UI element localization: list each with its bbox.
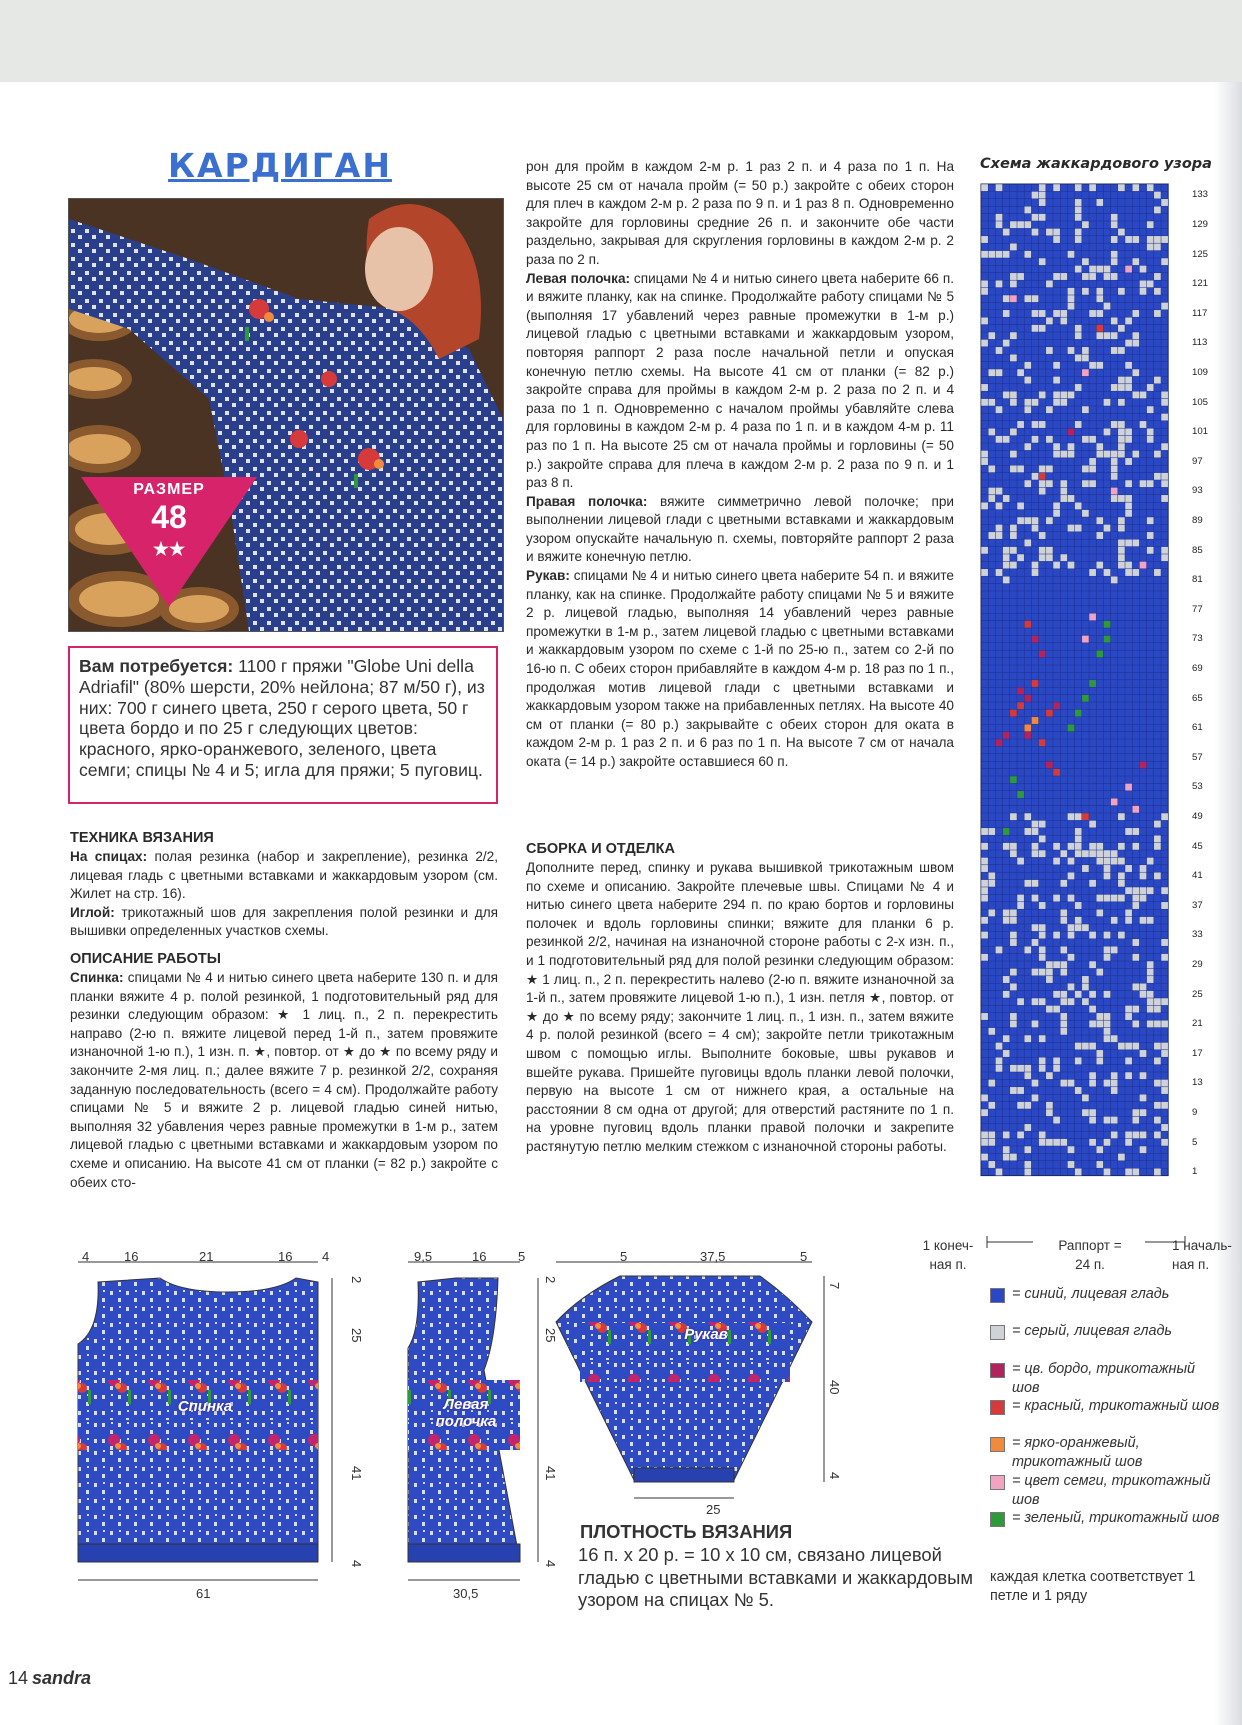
row-number: 1 [1192,1166,1198,1178]
chart-title: Схема жаккардового узора [980,156,1212,172]
row-number: 29 [1192,959,1203,970]
row-number: 33 [1192,929,1203,941]
sleeve-dim-right: 7 [827,1282,842,1290]
row-number: 41 [1192,870,1203,882]
right-front-label: Правая полочка: [526,493,648,509]
back-dim-top: 21 [199,1249,214,1264]
row-number: 77 [1192,603,1203,615]
legend-text: = зеленый, трикотажный шов [1012,1510,1220,1526]
front-dim-right: 2 [543,1276,558,1284]
right-front-instructions [526,493,954,567]
instructions-column [526,158,954,772]
back-dim-top: 16 [278,1249,293,1264]
row-number: 129 [1192,219,1209,230]
front-dim-right: 4 [543,1560,558,1568]
row-number: 13 [1192,1077,1203,1089]
row-number: 93 [1192,485,1203,497]
legend-text: = ярко-оранжевый, трикотажный шов [1012,1435,1143,1470]
row-number: 97 [1192,455,1203,467]
legend-text: = цвет семги, трикотажный шов [1012,1473,1211,1508]
row-number: 121 [1192,278,1209,290]
row-number: 57 [1192,751,1203,763]
technique-heading: ТЕХНИКА ВЯЗАНИЯ [70,830,214,846]
legend-text: = серый, лицевая гладь [1012,1323,1173,1339]
scan-top-band [0,0,1242,82]
back-dim-top: 4 [82,1249,90,1264]
size-badge-label: РАЗМЕР [133,481,205,498]
sleeve-dim-top: 5 [620,1249,628,1264]
chart-note: каждая клетка соответствует 1 петле и 1 ряду [990,1569,1196,1604]
page-footer [8,1668,91,1689]
cardigan-photo [68,198,504,632]
row-number: 69 [1192,663,1203,674]
legend-text: = синий, лицевая гладь [1012,1286,1170,1302]
back-dim-right: 41 [349,1466,364,1481]
sleeve-label: Рукав [684,1326,728,1343]
back-text: спицами № 4 и нитью синего цвета наберите 130 п. и для планки вяжите 4 р. полой резинкой, 1 подготовительный ряд для резинки следующим образом: ★ 1 лиц. п., 2 п. перекрестить направо (2-ю п. вяжите лицевой перед 1-й п., затем провяжите изнаночной 1-ю п.), 1 изн. п. ★, повтор. от ★ до ★ по всему ряду и закончите 2-мя лиц. п.; далее вяжите 7 р. резинкой 2/2, сохраняя заданную последовательность (всего = 4 см). Продолжайте работу спицами № 5 и вяжите 2 р. лицевой гладью синей нитью, выполняя 32 убавления через равные промежутки в 1-м р., затем лицевой гладью с цветными вставками и жаккардовым узором по схеме и описанию. На высоте 41 см от планки (= 82 р.) закройте с обеих сто- [70,969,498,1190]
row-number: 21 [1192,1018,1203,1030]
row-number: 105 [1192,396,1209,408]
needle-text: трикотажный шов для закрепления полой резинки и для вышивки определенных участков схемы. [70,904,498,939]
back-label: Спинка: [70,969,124,985]
legend-text: = цв. бордо, трикотажный шов [1012,1361,1196,1396]
row-number: 37 [1192,899,1203,911]
front-dim-right: 41 [543,1466,558,1481]
legend-swatch [990,1475,1005,1490]
row-number: 101 [1192,426,1209,438]
row-number: 65 [1192,692,1203,704]
density-text: 16 п. х 20 р. = 10 х 10 см, связано лицевой гладью с цветными вставками и жаккардовым узором на спицах № 5. [578,1544,974,1610]
row-number: 109 [1192,367,1209,378]
legend-swatch [990,1512,1005,1527]
technique-needle [70,904,498,941]
page-title: КАРДИГАН [168,146,392,185]
left-front-instructions [526,270,954,493]
materials-box [68,646,498,804]
row-number: 49 [1192,811,1203,822]
back-dim-right: 2 [349,1276,364,1284]
repeat-label: Раппорт = 24 п. [1058,1238,1122,1272]
size-badge-stars: ★★ [152,539,186,559]
technique-needles [70,848,498,904]
row-number: 73 [1192,633,1203,645]
back-continued: рон для пройм в каждом 2-м р. 1 раз 2 п. и 4 раза по 1 п. На высоте 25 см от начала пройм (= 50 р.) закройте с обеих сторон для плеч в каждом 2-м р. 2 раза по 9 п. и 1 раз 8 п. Одновременно закройте для горловины средние 26 п. и закончите обе части раздельно, закрывая для скругления горловины в каждом 2-м р. 2 раза по 2 п. [526,159,954,267]
sleeve-label: Рукав: [526,568,570,584]
row-number: 61 [1192,722,1203,734]
back-label: Спинка [177,1398,233,1415]
row-number: 133 [1192,189,1209,201]
legend-swatch [990,1400,1005,1415]
row-number: 125 [1192,248,1209,260]
back-dim-right: 4 [349,1560,364,1568]
assembly-text: Дополните перед, спинку и рукава вышивкой трикотажным швом по схеме и описанию. Закройте плечевые швы. Спицами № 4 и нитью синего цвета наберите 294 п. по краю бортов и горловины полочек и вдоль горловины спинки; вяжите для планки 6 р. резинкой 2/2, начиная на изнаночной стороне работы с 2-х изн. п., и 1 подготовительный ряд для полой резинки следующим образом: ★ 1 лиц. п., 2 п. перекрестить налево (2-ю п. вяжите изнаночной за 1-й п., затем провяжите лицевой 1-ю п.), 1 изн. петля ★, повтор. от ★ до ★ по всему ряду; закончите 1 лиц. п., 1 изн. п., затем вяжите 4 р. полой резинкой (всего = 4 см); закройте петли трикотажным швом с помощью иглы. Выполните боковые, швы рукавов и вшейте рукава. Пришейте пуговицы вдоль планки левой полочки, первую на высоте 1 см от нижнего края, а остальные на расстоянии 8 см одна от другой; для отверстий растяните по 1 п. на уровне пуговиц вдоль планки правой полочки и закрепите растянутую петлю мелким стежком с изнаночной стороны работы. [526,860,954,1154]
density-heading: ПЛОТНОСТЬ ВЯЗАНИЯ [580,1521,793,1542]
sleeve-dim-right: 4 [827,1472,842,1480]
assembly-heading: СБОРКА И ОТДЕЛКА [526,841,675,857]
sleeve-dim-top: 5 [800,1249,808,1264]
row-number: 113 [1192,337,1208,349]
size-badge-number: 48 [151,499,187,535]
back-schematic [78,1262,332,1580]
left-front-label: Левая полочка [435,1396,497,1430]
sleeve-schematic [556,1262,824,1498]
legend-swatch [990,1437,1005,1452]
row-number: 45 [1192,840,1203,852]
row-number: 85 [1192,544,1203,556]
back-dim-right: 25 [349,1328,364,1343]
front-dim-top: 5 [518,1249,526,1264]
start-stitch-label: 1 началь- ная п. [1172,1238,1232,1272]
assembly-section [526,840,954,1157]
sleeve-instructions [526,567,954,772]
front-dim-top: 9,5 [414,1249,433,1264]
sleeve-text: спицами № 4 и нитью синего цвета наберите 54 п. и вяжите планку, как на спинке. Продолжайте работу спицами № 5 и вяжите 2 р. лицевой гладью, выполняя 14 убавлений через равные промежутки в 1-м р., затем лицевой гладью с цветными вставками и жаккардовым узором по схеме с 1-й по 25-ю п., затем со 2-й по 16-ю п. С обеих сторон прибавляйте в каждом 4-м р. 18 раз по 1 п., продолжая мотив лицевой глади с цветными вставками и жаккардовым узором также на прибавленных петлях. На высоте 40 см от планки (= 80 р.) закрывайте с обеих сторон для оката в каждом 2-м р. 1 раз 2 п. и 6 раз по 1 п. На высоте 7 см от начала оката (= 14 р.) закройте оставшиеся 60 п. [526,568,954,769]
row-number: 117 [1192,307,1208,319]
row-number: 81 [1192,574,1203,586]
needles-text: полая резинка (набор и закрепление), резинка 2/2, лицевая гладь с цветными вставками и жаккардовым узором (см. Жилет на стр. 16). [70,849,499,902]
technique-section [70,829,498,1192]
sleeve-dim-top: 37,5 [700,1249,726,1264]
row-number: 9 [1192,1107,1198,1118]
left-front-label: Левая полочка: [526,270,631,286]
front-dim-right: 25 [543,1328,558,1343]
materials-text: 1100 г пряжи "Globe Uni della Adriafil" (80% шерсти, 20% нейлона; 87 м/50 г), из них: 700 г синего цвета, 250 г серого цвета, 50 г цвета бордо и по 25 г следующих цветов: красного, ярко-оранжевого, зеленого, цвета семги; спицы № 4 и 5; игла для пряжи; 5 пуговиц. [79,656,485,780]
back-dim-bottom: 61 [196,1586,211,1601]
row-number: 5 [1192,1136,1198,1148]
end-stitch-label: 1 конеч- ная п. [922,1238,974,1272]
row-number: 53 [1192,781,1203,793]
legend-swatch [990,1363,1005,1378]
left-front-text: спицами № 4 и нитью синего цвета наберите 66 п. и вяжите планку, как на спинке. Продолжайте работу спицами № 5 (выполняя 17 убавлений через равные промежутки в 1-м р.) лицевой гладью с цветными вставками и жаккардовым узором, повторяя раппорт 2 раза после начальной петли и опуская конечную петлю схемы. На высоте 41 см от планки (= 82 р.) закройте справа для проймы в каждом 2-м р. 2 раза по 2 п. и 4 раза по 1 п. Одновременно с началом проймы убавляйте слева для горловины в каждом 2-м р. 4 раза по 1 п. и в каждом 4-м р. 11 раз по 1 п. На высоте 25 см от начала проймы и горловины (= 50 р.) закройте справа для плеча в каждом 2-м р. 2 раза по 9 п. и 1 раз 8 п. [526,270,954,491]
legend-swatch [990,1288,1005,1303]
front-dim-bottom: 30,5 [453,1586,479,1601]
needle-label: Иглой: [70,904,115,920]
sleeve-dim-bottom: 25 [706,1502,721,1517]
back-dim-top: 4 [322,1249,330,1264]
materials-heading: Вам потребуется: [79,656,234,676]
right-front-text: вяжите симметрично левой полочке; при выполнении лицевой глади с цветными вставками и жаккардовым узором опускайте начальную п. схемы, повторяйте раппорт 2 раза и вяжите конечную петлю. [526,493,954,565]
sleeve-dim-right: 40 [827,1380,842,1395]
legend-swatch [990,1325,1005,1340]
page-number: 14 [8,1668,29,1688]
row-number: 25 [1192,988,1203,1000]
magazine-brand: sandra [32,1668,92,1688]
legend-text: = красный, трикотажный шов [1012,1398,1220,1414]
front-dim-top: 16 [472,1249,487,1264]
description-heading: ОПИСАНИЕ РАБОТЫ [70,950,221,967]
jacquard-grid [980,183,1169,1177]
jacquard-chart [980,183,1169,1182]
back-dim-top: 16 [124,1249,139,1264]
row-number: 89 [1192,515,1203,526]
needles-label: На спицах: [70,849,148,864]
row-number: 17 [1192,1047,1203,1059]
back-instructions [70,969,498,1192]
